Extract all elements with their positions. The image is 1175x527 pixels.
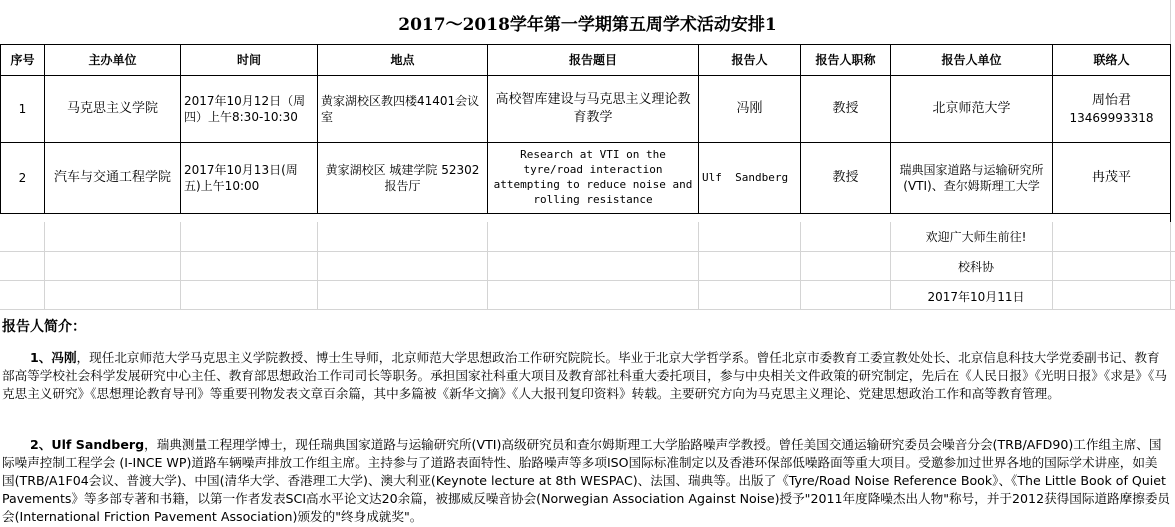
cell-unit[interactable]: 北京师范大学 (891, 76, 1053, 143)
welcome-note[interactable]: 欢迎广大师生前往! (925, 230, 1027, 244)
header-cell-host[interactable]: 主办单位 (45, 45, 181, 76)
cell-contact[interactable]: 冉茂平 (1053, 143, 1171, 214)
header-cell-speaker-title[interactable]: 报告人职称 (801, 45, 891, 76)
bio-2-name: 2、Ulf Sandberg (30, 437, 145, 452)
contact-phone: 13469993318 (1069, 110, 1154, 125)
cell-topic[interactable]: 高校智库建设与马克思主义理论教育教学 (488, 76, 699, 143)
header-cell-unit[interactable]: 报告人单位 (891, 45, 1053, 76)
cell-speaker[interactable]: 冯刚 (699, 76, 801, 143)
date-note[interactable]: 2017年10月11日 (927, 290, 1025, 304)
bio-1-name: 1、冯刚 (30, 350, 77, 365)
header-cell-place[interactable]: 地点 (318, 45, 488, 76)
header-cell-topic[interactable]: 报告题目 (488, 45, 699, 76)
cell-time[interactable]: 2017年10月13日(周五)上午10:00 (181, 143, 318, 214)
contact-name: 周怡君 (1091, 93, 1131, 109)
cell-speaker-title[interactable]: 教授 (801, 143, 891, 214)
cell-host[interactable]: 马克思主义学院 (45, 76, 181, 143)
table-row (1, 76, 1171, 143)
cell-contact[interactable] (1053, 76, 1171, 143)
cell-no[interactable]: 2 (1, 143, 45, 214)
speaker-bio-1 (2, 349, 1170, 403)
cell-topic[interactable]: Research at VTI on the tyre/road interaction attempting to reduce noise and rolling resistance (488, 143, 699, 214)
bio-1-text: ，现任北京师范大学马克思主义学院教授、博士生导师，北京师范大学思想政治工作研究院院长。毕业于北京大学哲学系。曾任北京市委教育工委宣教处处长、北京信息科技大学党委副书记、教育部高等学校社会科学发展研究中心主任、教育部思想政治工作司司长等职务。承担国家社科重大项目及教育部社科重大委托项目，参与中央相关文件政策的研究制定，先后在《人民日报》《光明日报》《求是》《马克思主义研究》《思想理论教育导刊》等重要刊物发表文章百余篇，其中多篇被《新华文摘》《人大报刊复印资料》转载。主要研究方向为马克思主义理论、党建思想政治工作和高等教育管理。 (2, 350, 1167, 401)
cell-unit[interactable]: 瑞典国家道路与运输研究所(VTI)、查尔姆斯理工大学 (891, 143, 1053, 214)
cell-speaker[interactable]: Ulf Sandberg (699, 143, 801, 214)
organizer-note[interactable]: 校科协 (957, 260, 994, 274)
bio-2-text: ，瑞典测量工程理学博士，现任瑞典国家道路与运输研究所(VTI)高级研究员和查尔姆斯理工大学胎路噪声学教授。曾任美国交通运输研究委员会噪音分会(TRB/AFD90)工作组主席、国际噪声控制工程学会 (I-INCE WP)道路车辆噪声排放工作组主席。主持参与了道路表面特性、胎路噪声等多项ISO国际标准制定以及香港环保部低噪路面等重大项目。受邀参加过世界各地的国际学术讲座，如美国(TRB/A1F04会议、普渡大学)、中国(清华大学、香港理工大学)、澳大利亚(Keynote lecture at 8th WESPAC)、法国、瑞典等。出版了《Tyre/Road Noise Reference Book》、《The Little Book of Quiet Pavements》等多部专著和书籍，以第一作者发表SCI高水平论文达20余篇，被挪威反噪音协会(Norwegian Association Against Noise)授予"2011年度降噪杰出人物"称号，并于2012获得国际道路摩擦委员会(International Friction Pavement Association)颁发的"终身成就奖"。 (2, 437, 1171, 524)
header-cell-time[interactable]: 时间 (181, 45, 318, 76)
header-row (1, 45, 1171, 76)
table-right-border (1170, 44, 1171, 222)
intro-heading: 报告人简介： (2, 319, 86, 335)
cell-no[interactable]: 1 (1, 76, 45, 143)
header-cell-no[interactable]: 序号 (1, 45, 45, 76)
cell-host[interactable]: 汽车与交通工程学院 (45, 143, 181, 214)
sheet-title: 2017～2018学年第一学期第五周学术活动安排1 (398, 14, 777, 35)
header-cell-speaker[interactable]: 报告人 (699, 45, 801, 76)
header-cell-contact[interactable]: 联络人 (1053, 45, 1171, 76)
schedule-table (0, 44, 1171, 214)
cell-place[interactable]: 黄家湖校区教四楼41401会议室 (318, 76, 488, 143)
table-row (1, 143, 1171, 214)
speaker-bio-2 (2, 436, 1170, 526)
cell-speaker-title[interactable]: 教授 (801, 76, 891, 143)
cell-place[interactable]: 黄家湖校区 城建学院 52302报告厅 (318, 143, 488, 214)
cell-time[interactable]: 2017年10月12日（周四）上午8:30-10:30 (181, 76, 318, 143)
